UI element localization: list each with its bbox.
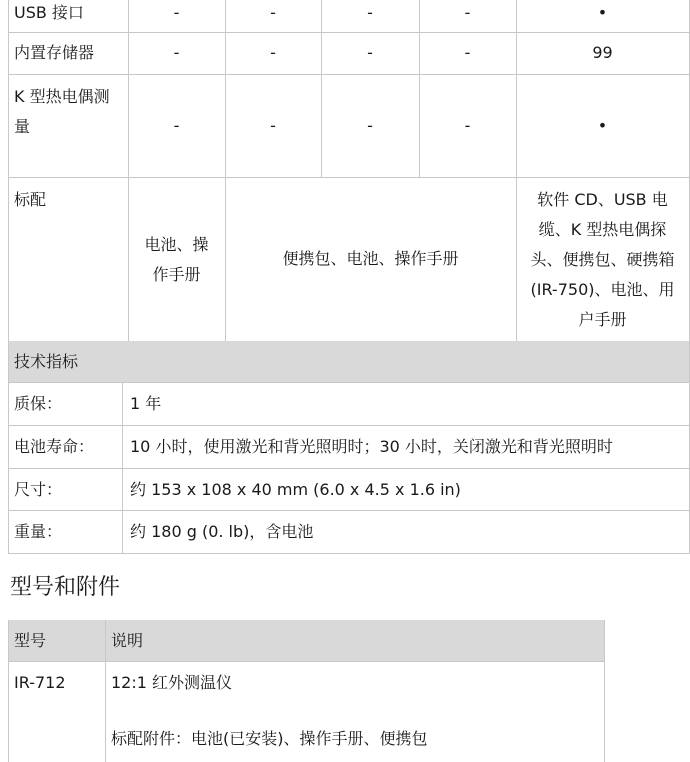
cell-value: - <box>367 3 373 22</box>
cell-value: - <box>464 43 471 62</box>
row-label-thermocouple: K 型热电偶测 <box>14 87 110 106</box>
cell-value: - <box>464 3 471 22</box>
spec-value-dimensions: 约 153 x 108 x 40 mm (6.0 x 4.5 x 1.6 in) <box>130 479 461 499</box>
model-accessories: 标配附件：电池(已安装)、操作手册、便携包 <box>111 729 428 748</box>
model-description: 12:1 红外测温仪 <box>111 673 233 692</box>
cell-value: - <box>173 116 180 135</box>
specs-header: 技术指标 <box>14 351 79 371</box>
cell-value: - <box>173 3 180 22</box>
col1-line: 电池、操 <box>144 235 209 254</box>
col5-line: 户手册 <box>578 310 627 329</box>
spec-label-battery: 电池寿命： <box>14 437 95 456</box>
spec-label-warranty: 质保： <box>14 394 63 413</box>
standard-accessories-merged: 便携包、电池、操作手册 <box>282 249 459 268</box>
standard-accessories-col5 <box>516 185 689 335</box>
cell-value: - <box>270 3 276 22</box>
section-heading-models: 型号和附件 <box>10 575 121 600</box>
cell-value: - <box>270 116 276 135</box>
standard-accessories-col1 <box>128 230 225 290</box>
col5-line: 软件 CD、USB 电 <box>537 190 668 209</box>
cell-value: - <box>367 116 373 135</box>
cell-value: - <box>270 43 276 62</box>
cell-value: - <box>367 43 373 62</box>
spec-value-warranty: 1 年 <box>130 394 162 413</box>
cell-value: 99 <box>592 43 613 62</box>
models-col-desc: 说明 <box>111 630 144 650</box>
cell-value: - <box>173 43 180 62</box>
col1-line: 作手册 <box>152 265 201 284</box>
spec-value-battery: 10 小时，使用激光和背光照明时；30 小时，关闭激光和背光照明时 <box>130 437 613 456</box>
spec-label-weight: 重量： <box>14 522 63 541</box>
row-label-standard: 标配 <box>14 190 47 209</box>
model-number: IR-712 <box>14 673 66 692</box>
row-label-memory: 内置存储器 <box>14 43 95 62</box>
cell-value: • <box>597 116 608 135</box>
spec-label-dimensions: 尺寸： <box>14 479 63 499</box>
col5-line: 头、便携包、硬携箱 <box>530 250 675 269</box>
models-col-model: 型号 <box>14 630 47 650</box>
row-label-usb: USB 接口 <box>14 3 84 22</box>
spec-value-weight: 约 180 g (0. lb)，含电池 <box>130 522 314 541</box>
col5-line: 缆、K 型热电偶探 <box>538 220 667 239</box>
cell-value: • <box>597 3 608 22</box>
col5-line: (IR-750)、电池、用 <box>530 280 675 299</box>
cell-value: - <box>464 116 471 135</box>
row-label-thermocouple-cont: 量 <box>14 117 31 136</box>
